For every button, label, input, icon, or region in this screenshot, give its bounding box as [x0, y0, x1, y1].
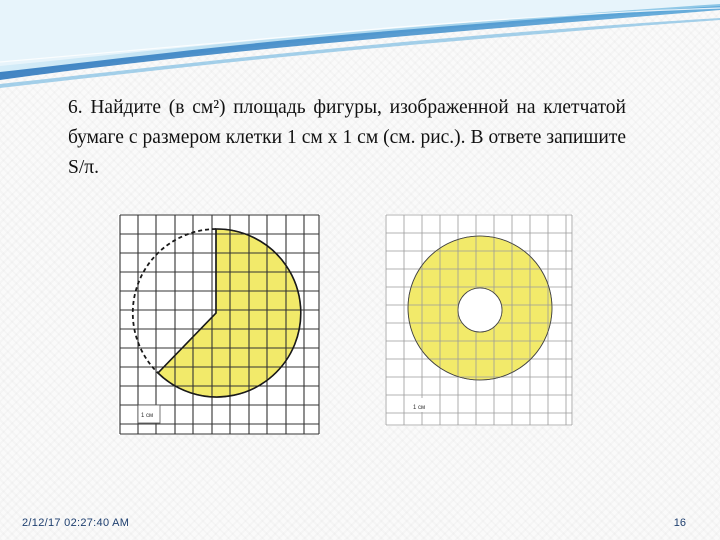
scale-legend: [411, 398, 433, 412]
problem-statement: 6. Найдите (в см²) площадь фигуры, изображенной на клетчатой бумаге с размером клетки 1 см х 1 см (см. рис.). В ответе запишите S/π.: [68, 97, 626, 178]
scale-label: 1 см: [141, 413, 154, 419]
slide-page-number: 16: [673, 517, 686, 529]
scale-label: 1 см: [413, 405, 426, 411]
figure-sector-on-grid: [118, 214, 320, 435]
scale-legend: [138, 405, 160, 423]
header-wave-decoration: [0, 0, 720, 90]
slide-date: 2/12/17 02:27:40 AM: [22, 517, 130, 529]
figure-ring-on-grid: [385, 214, 573, 426]
